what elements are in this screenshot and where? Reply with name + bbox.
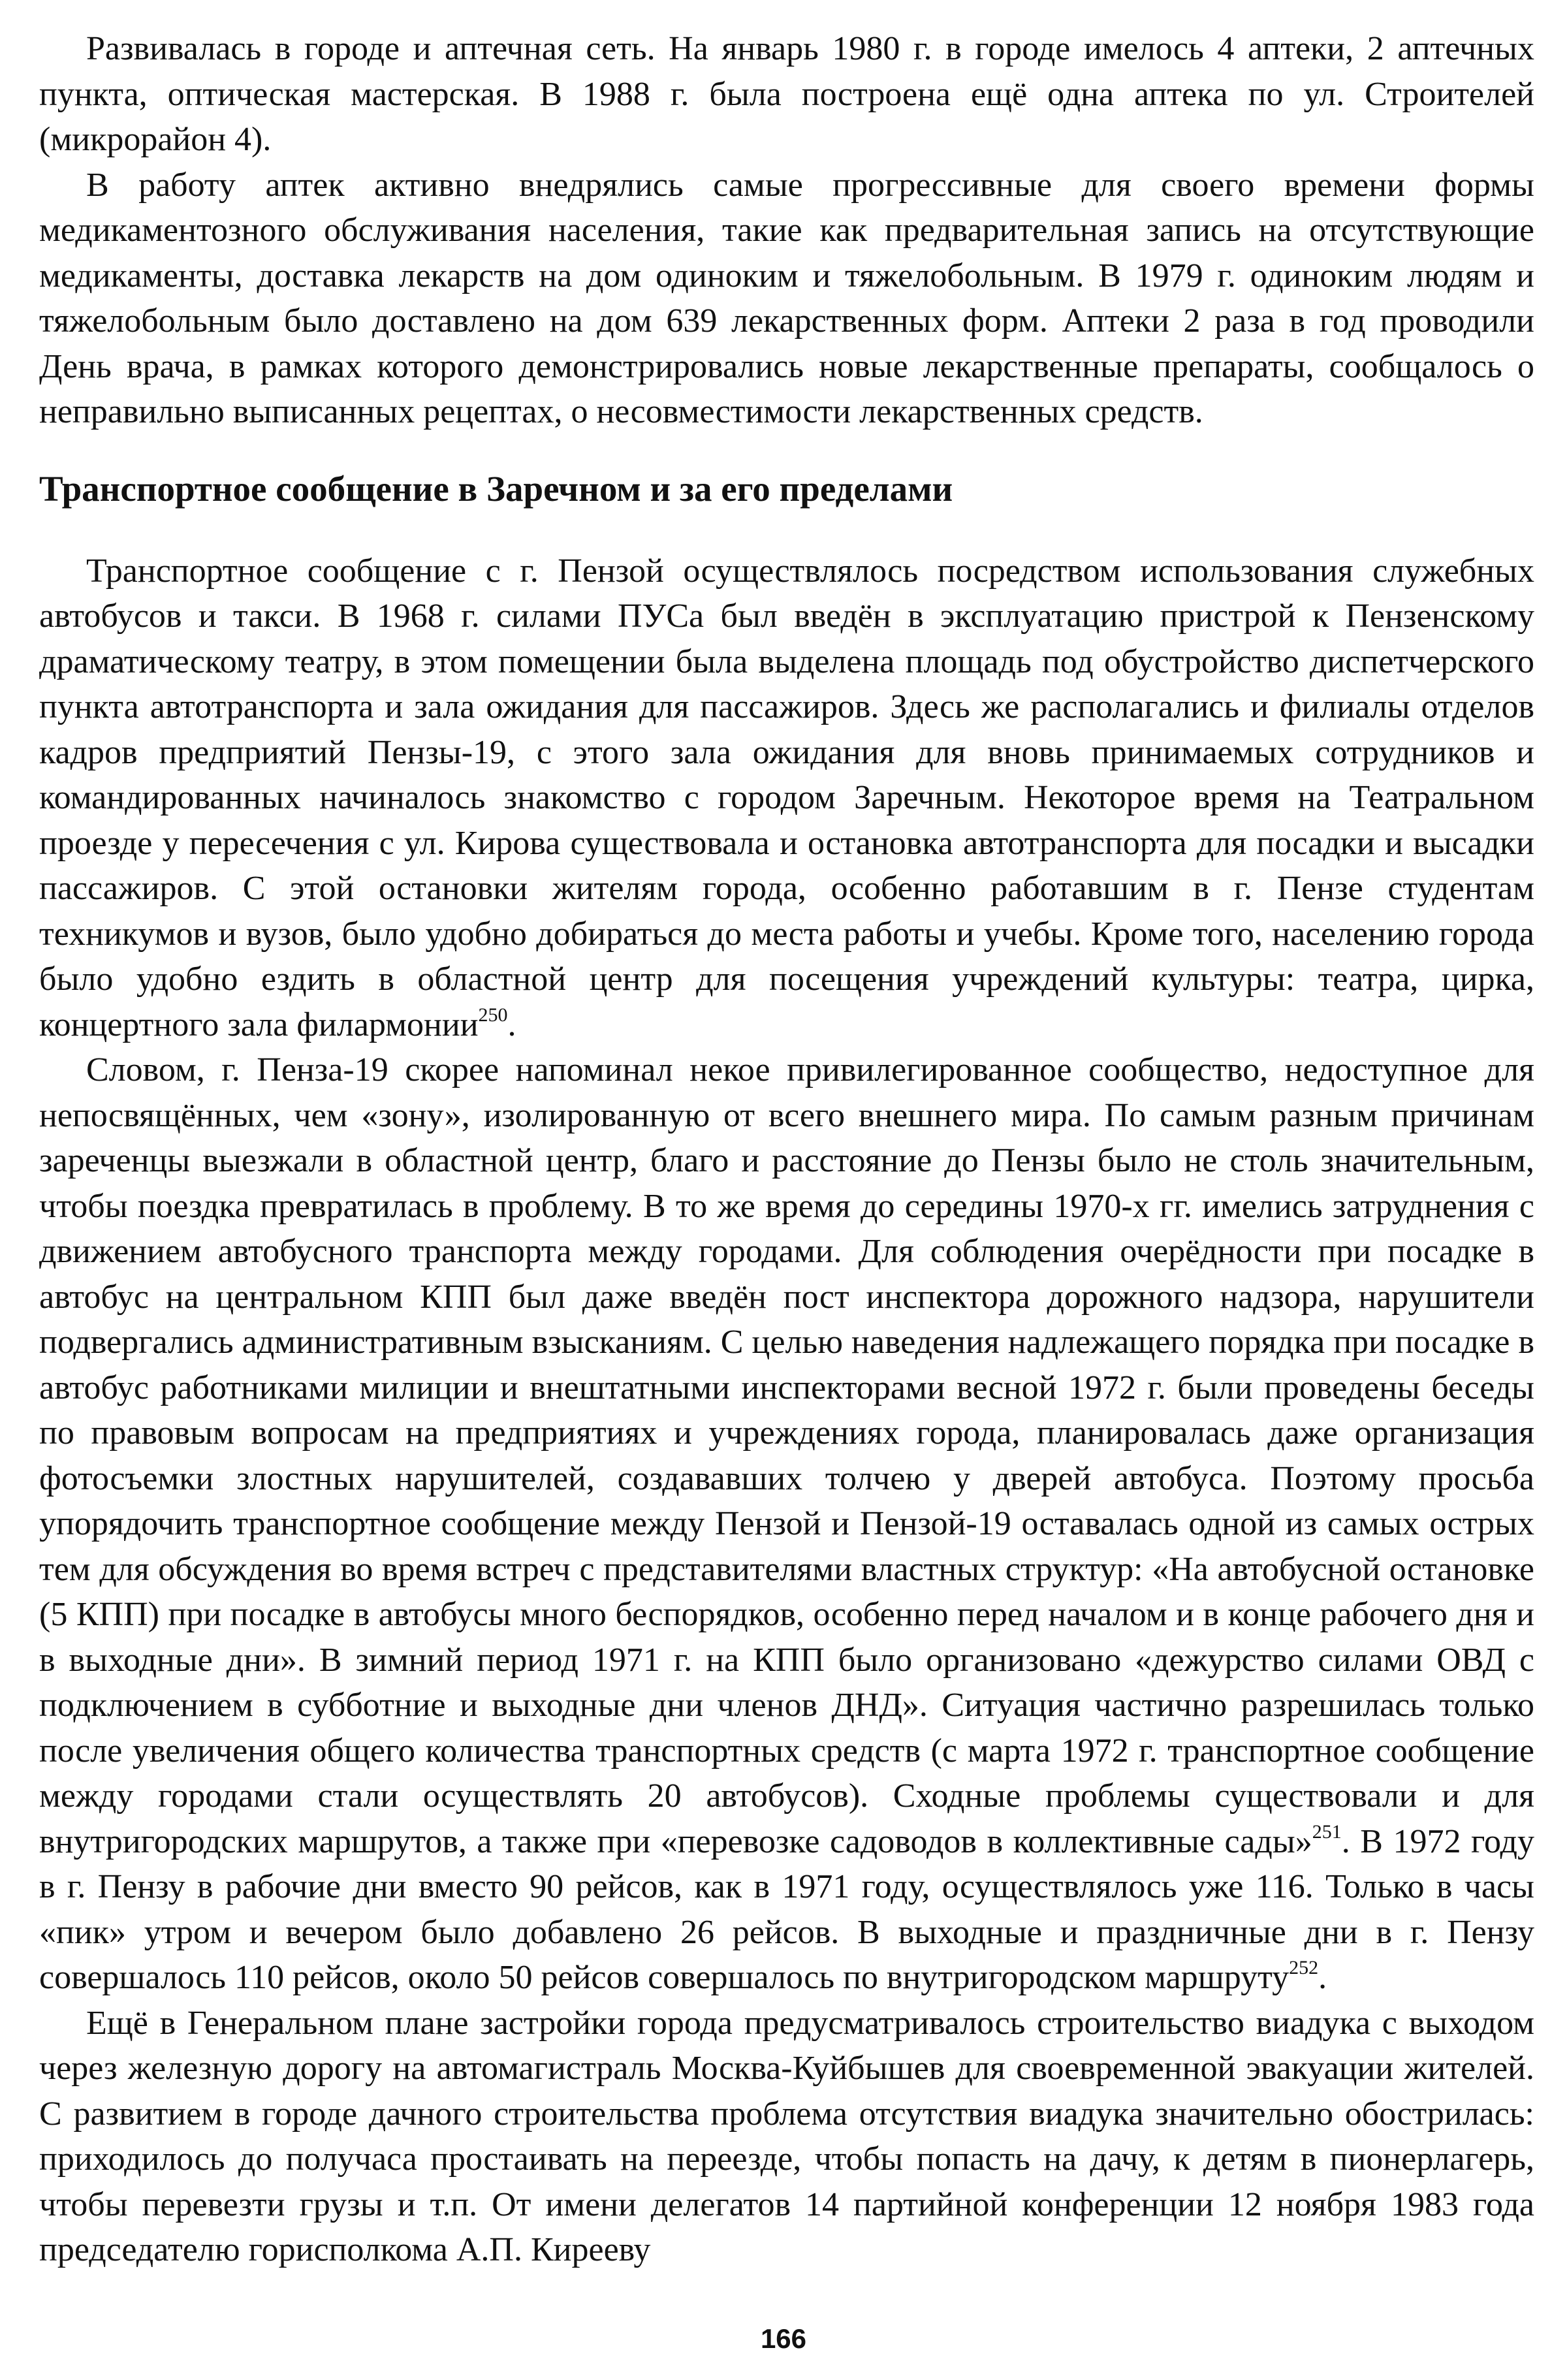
footnote-ref-250[interactable]: 250: [478, 1004, 508, 1026]
section-heading: Транспортное сообщение в Заречном и за его пределами: [39, 468, 953, 509]
paragraph-text-tail: .: [1318, 1959, 1327, 1996]
paragraph-pharmacy-services: В работу аптек активно внедрялись самые прогрессивные для своего времени формы медикаментозного обслуживания населения, такие как предварительная запись на отсутствующие медикаменты, доставка лекарств на дом одиноким и тяжелобольным. В 1979 г. одиноким людям и тяжелобольным было доставлено на дом 639 лекарственных форм. Аптеки 2 раза в год проводили День врача, в рамках которого демонстрировались новые лекарственные препараты, сообщалось о неправильно выписанных рецептах, о несовместимости лекарственных средств.: [39, 166, 1534, 430]
paragraph-privileged-community: [39, 1047, 1534, 2001]
paragraph-text-tail: .: [507, 1006, 516, 1043]
paragraph-viaduct: Ещё в Генеральном плане застройки города предусматривалось строительство виадука с выходом через железную дорогу на автомагистраль Москва-Куйбышев для своевременной эвакуации жителей. С развитием в городе дачного строительства проблема отсутствия виадука значительно обострилась: приходилось до получаса простаивать на переезде, чтобы попасть на дачу, к детям в пионерлагерь, чтобы перевезти грузы и т.п. От имени делегатов 14 партийной конференции 12 ноября 1983 года председателю горисполкома А.П. Кирееву: [39, 2004, 1534, 2268]
paragraph-transport-penza: [39, 548, 1534, 1048]
footnote-ref-251[interactable]: 251: [1312, 1820, 1342, 1843]
footnote-ref-252[interactable]: 252: [1289, 1957, 1319, 1978]
page-body: [39, 26, 1534, 2273]
paragraph-pharmacy-network: Развивалась в городе и аптечная сеть. На январь 1980 г. в городе имелось 4 аптеки, 2 аптечных пункта, оптическая мастерская. В 1988 г. была построена ещё одна аптека по ул. Строителей (микрорайон 4).: [39, 30, 1534, 158]
paragraph-text: Транспортное сообщение с г. Пензой осуществлялось посредством использования служебных автобусов и такси. В 1968 г. силами ПУСа был введён в эксплуатацию пристрой к Пензенскому драматическому театру, в этом помещении была выделена площадь под обустройство диспетчерского пункта автотранспорта и зала ожидания для пассажиров. Здесь же располагались и филиалы отделов кадров предприятий Пензы-19, с этого зала ожидания для вновь принимаемых сотрудников и командированных начиналось знакомство с городом Заречным. Некоторое время на Театральном проезде у пересечения с ул. Кирова существовала и остановка автотранспорта для посадки и высадки пассажиров. С этой остановки жителям города, особенно работавшим в г. Пензе студентам техникумов и вузов, было удобно добираться до места работы и учебы. Кроме того, населению города было удобно ездить в областной центр для посещения учреждений культуры: театра, цирка, концертного зала филармонии: [39, 552, 1534, 1043]
paragraph-text: Словом, г. Пенза-19 скорее напоминал некое привилегированное сообщество, недоступное для непосвящённых, чем «зону», изолированную от всего внешнего мира. По самым разным причинам зареченцы выезжали в областной центр, благо и расстояние до Пензы было не столь значительным, чтобы поездка превратилась в проблему. В то же время до середины 1970-х гг. имелись затруднения с движением автобусного транспорта между городами. Для соблюдения очерёдности при посадке в автобус на центральном КПП был даже введён пост инспектора дорожного надзора, нарушители подвергались административным взысканиям. С целью наведения надлежащего порядка при посадке в автобус работниками милиции и внештатными инспекторами весной 1972 г. были проведены беседы по правовым вопросам на предприятиях и учреждениях города, планировалась даже организация фотосъемки злостных нарушителей, создававших толчею у дверей автобуса. Поэтому просьба упорядочить транспортное сообщение между Пензой и Пензой-19 оставалась одной из самых острых тем для обсуждения во время встреч с представителями властных структур: «На автобусной остановке (5 КПП) при посадке в автобусы много беспорядков, особенно перед началом и в конце рабочего дня и в выходные дни». В зимний период 1971 г. на КПП было организовано «дежурство силами ОВД с подключением в субботние и выходные дни членов ДНД». Ситуация частично разрешилась только после увеличения общего количества транспортных средств (с марта 1972 г. транспортное сообщение между городами стали осуществлять 20 автобусов). Сходные проблемы существовали и для внутригородских маршрутов, а также при «перевозке садоводов в коллективные сады»: [39, 1051, 1534, 1860]
page-number: 166: [760, 2323, 807, 2354]
paragraph-text-continued: . В 1972 году в г. Пензу в рабочие дни вместо 90 рейсов, как в 1971 году, осуществлялось уже 116. Только в часы «пик» утром и вечером было добавлено 26 рейсов. В выходные и праздничные дни в г. Пензу совершалось 110 рейсов, около 50 рейсов совершалось по внутригородском маршруту: [39, 1822, 1534, 1996]
